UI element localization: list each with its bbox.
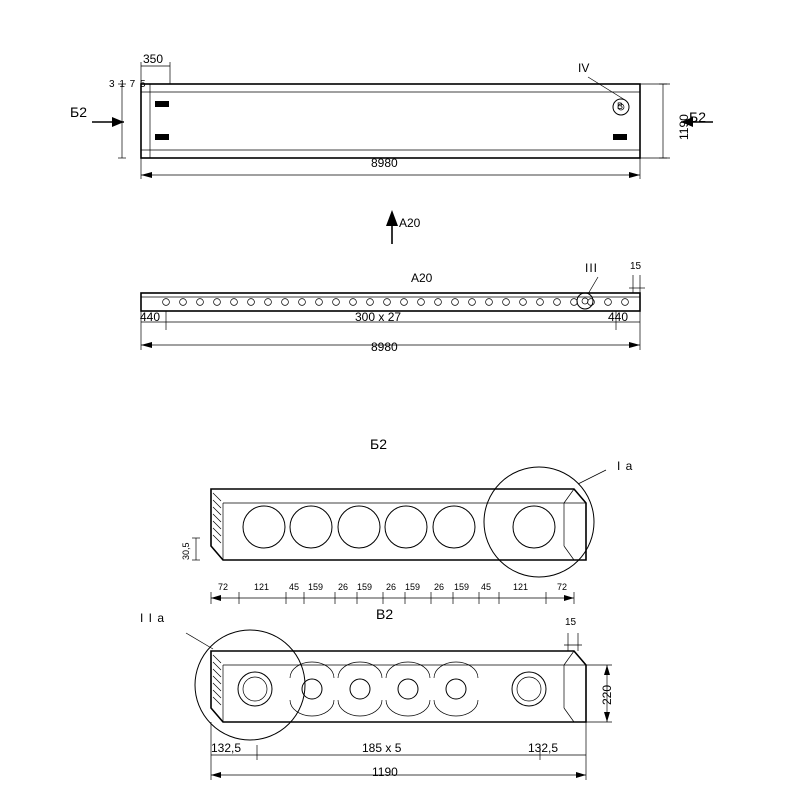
plan-detail-bubble-label: B xyxy=(617,101,624,111)
plan-dim-350: 350 xyxy=(143,52,164,66)
elevation-title-a20: A20 xyxy=(411,271,433,285)
detail-marker-iia: I I a xyxy=(140,611,166,625)
section-lower-overall-dim: 1190 xyxy=(372,765,398,779)
chain-dim-8: 159 xyxy=(405,582,421,592)
elevation-detail-marker-iii: III xyxy=(585,261,599,275)
chain-dim-1: 72 xyxy=(218,582,229,592)
detail-marker-ia: I a xyxy=(617,459,634,473)
chain-dim-11: 45 xyxy=(481,582,492,592)
chain-dim-3: 45 xyxy=(289,582,300,592)
section-lower-title: B2 xyxy=(376,606,394,622)
chain-dim-10: 159 xyxy=(454,582,470,592)
section-upper-left-vert-dim: 30,5 xyxy=(181,542,191,560)
elevation-left-end-dim: 440 xyxy=(140,310,161,324)
section-lower-right-vert-dim: 220 xyxy=(600,684,614,705)
plan-bottom-dim-8980: 8980 xyxy=(371,156,398,170)
chain-dim-2: 121 xyxy=(254,582,270,592)
chain-dim-7: 26 xyxy=(386,582,397,592)
elevation-right-small-dim: 15 xyxy=(630,261,642,272)
plan-left-section-mark: Б2 xyxy=(70,104,87,120)
elevation-center-dim: 300 x 27 xyxy=(355,310,402,324)
elevation-right-end-dim: 440 xyxy=(608,310,629,324)
section-lower-center-dim: 185 x 5 xyxy=(362,741,402,755)
section-lower-left-dim: 132,5 xyxy=(211,741,242,755)
plan-left-stack-dim: 3 1 7 5 xyxy=(109,79,147,90)
chain-dim-6: 159 xyxy=(357,582,373,592)
a20-arrow-label: A20 xyxy=(399,216,421,230)
section-lower-right-small-dim: 15 xyxy=(565,617,577,628)
chain-dim-13: 72 xyxy=(557,582,568,592)
chain-dim-4: 159 xyxy=(308,582,324,592)
chain-dim-9: 26 xyxy=(434,582,445,592)
chain-dim-12: 121 xyxy=(513,582,529,592)
plan-right-section-mark: Б2 xyxy=(689,109,706,125)
section-upper-title: Б2 xyxy=(370,436,387,452)
elevation-overall-dim: 8980 xyxy=(371,340,398,354)
chain-dim-5: 26 xyxy=(338,582,349,592)
plan-detail-marker-iv: IV xyxy=(578,61,590,75)
plan-right-dim-1190: 1190 xyxy=(677,114,691,140)
section-lower-right-dim: 132,5 xyxy=(528,741,559,755)
